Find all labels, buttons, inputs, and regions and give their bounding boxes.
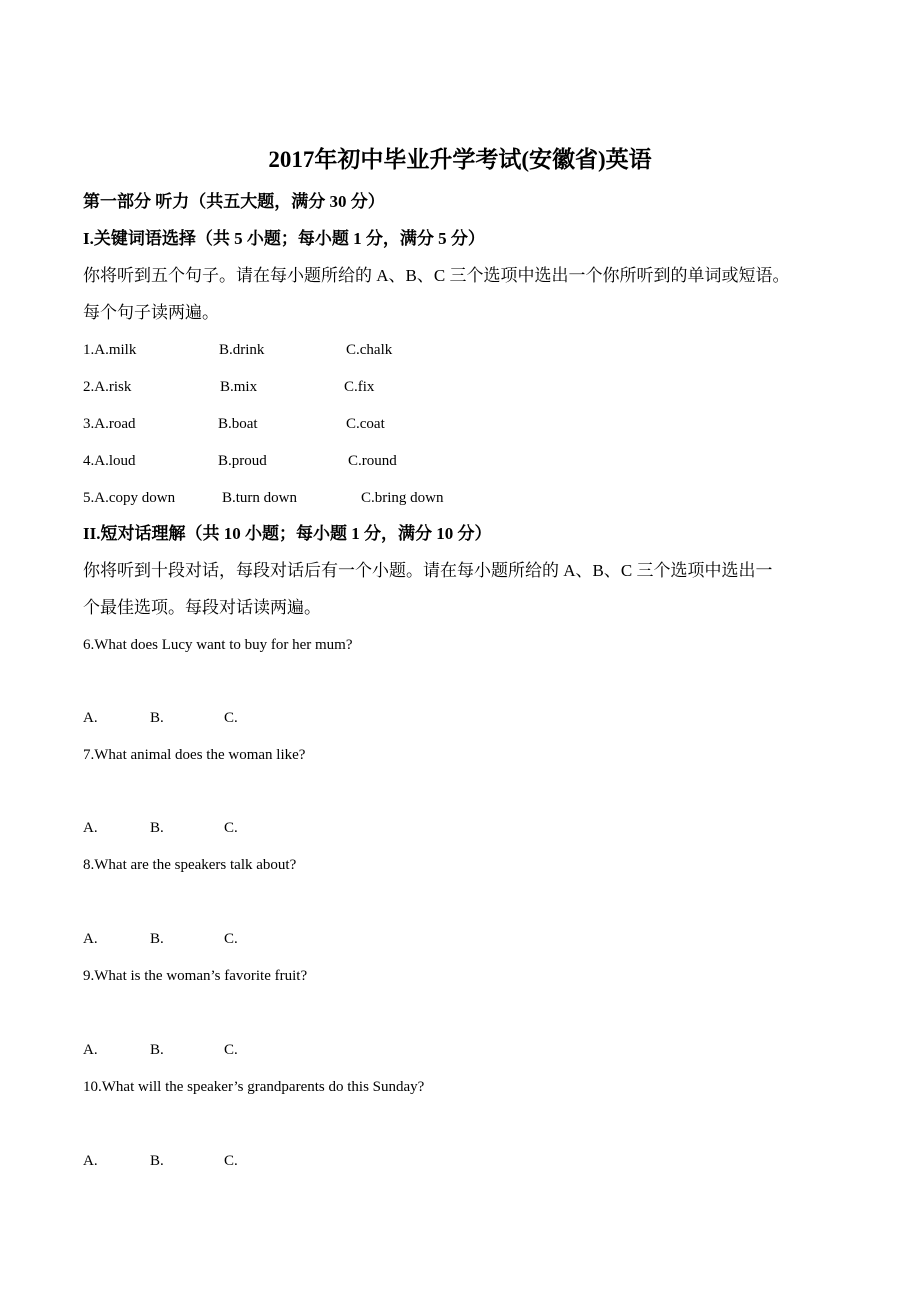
part1-heading: 第一部分 听力（共五大题，满分 30 分）: [83, 192, 385, 211]
q1-option-c: C.chalk: [346, 342, 393, 358]
q2-option-c: C.fix: [344, 379, 375, 395]
q10-option-b: B.: [150, 1153, 164, 1169]
q8-option-c: C.: [224, 931, 238, 947]
section1-instructions: 你将听到五个句子。请在每小题所给的 A、B、C 三个选项中选出一个你所听到的单词或短语。: [83, 266, 790, 285]
q8-text: 8.What are the speakers talk about?: [83, 857, 297, 873]
section1-heading: I.关键词语选择（共 5 小题；每小题 1 分，满分 5 分）: [83, 229, 485, 248]
q10-option-c: C.: [224, 1153, 238, 1169]
q6-option-b: B.: [150, 710, 164, 726]
q5-option-c: C.bring down: [361, 490, 444, 506]
q3-option-a: 3.A.road: [83, 416, 136, 432]
q1-option-b: B.drink: [219, 342, 265, 358]
q9-text: 9.What is the woman’s favorite fruit?: [83, 968, 308, 984]
q3-option-b: B.boat: [218, 416, 258, 432]
q10-option-a: A.: [83, 1153, 98, 1169]
q3-option-c: C.coat: [346, 416, 385, 432]
q10-text: 10.What will the speaker’s grandparents do this Sunday?: [83, 1079, 425, 1095]
section1-instructions-cont: 每个句子读两遍。: [83, 303, 219, 322]
q2-option-a: 2.A.risk: [83, 379, 132, 395]
q4-option-a: 4.A.loud: [83, 453, 136, 469]
q9-option-b: B.: [150, 1042, 164, 1058]
q6-option-a: A.: [83, 710, 98, 726]
section2-instructions-cont: 个最佳选项。每段对话读两遍。: [83, 598, 321, 617]
q8-option-b: B.: [150, 931, 164, 947]
q4-option-b: B.proud: [218, 453, 267, 469]
q7-option-c: C.: [224, 820, 238, 836]
q8-option-a: A.: [83, 931, 98, 947]
q1-option-a: 1.A.milk: [83, 342, 137, 358]
q9-option-a: A.: [83, 1042, 98, 1058]
q5-option-b: B.turn down: [222, 490, 297, 506]
q7-text: 7.What animal does the woman like?: [83, 747, 306, 763]
section2-instructions: 你将听到十段对话，每段对话后有一个小题。请在每小题所给的 A、B、C 三个选项中选出一: [83, 561, 773, 580]
q6-text: 6.What does Lucy want to buy for her mum?: [83, 637, 353, 653]
page-title: 2017年初中毕业升学考试(安徽省)英语: [268, 147, 652, 172]
section2-heading: II.短对话理解（共 10 小题；每小题 1 分，满分 10 分）: [83, 524, 492, 543]
q9-option-c: C.: [224, 1042, 238, 1058]
q6-option-c: C.: [224, 710, 238, 726]
q2-option-b: B.mix: [220, 379, 258, 395]
q7-option-b: B.: [150, 820, 164, 836]
q4-option-c: C.round: [348, 453, 397, 469]
q5-option-a: 5.A.copy down: [83, 490, 176, 506]
q7-option-a: A.: [83, 820, 98, 836]
